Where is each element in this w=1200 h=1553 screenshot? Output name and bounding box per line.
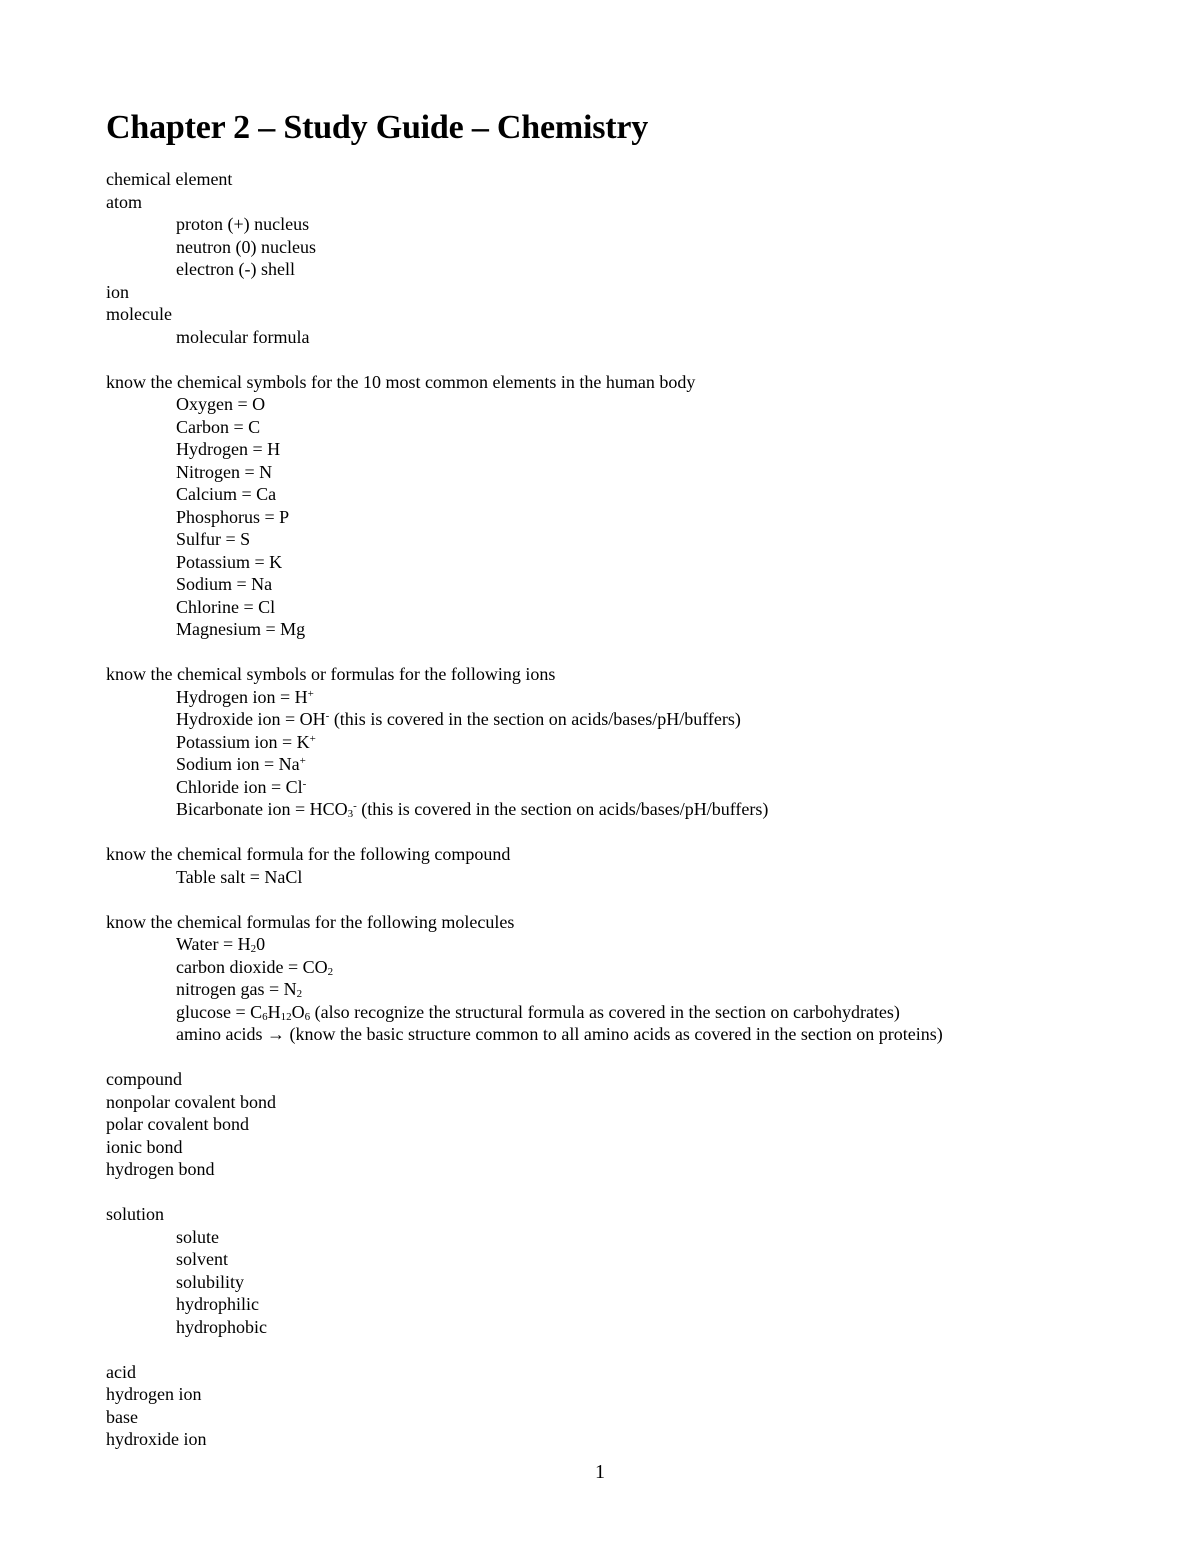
ion-sodium: Sodium ion = Na+ [176, 754, 306, 774]
element-item: Potassium = K [176, 551, 283, 572]
element-item: Hydrogen = H [176, 439, 281, 459]
term-molecular-formula: molecular formula [176, 326, 310, 347]
spacer [106, 1181, 1106, 1204]
spacer [106, 821, 1106, 844]
solution-item: solubility [176, 1271, 245, 1292]
term-compound: compound [106, 1069, 182, 1089]
study-guide-content [106, 168, 1106, 1451]
ion-hydrogen: Hydrogen ion = H+ [176, 686, 314, 707]
molecule-glucose: $glucose = C_6H_{12}O_6$ (also recognize the structural formula as covered in the section on carbohydrates) [176, 1001, 900, 1023]
term-proton: proton (+) nucleus [176, 214, 310, 234]
compound-table-salt: Table salt = NaCl [176, 866, 303, 887]
ion-bicarbonate: Bicarbonate ion = $HCO_3^-$ (this is covered in the section on acids/bases/pH/buffers) [176, 799, 769, 820]
term-chemical-element: chemical element [106, 169, 233, 189]
ion-hydroxide: Hydroxide ion = OH- (this is covered in the section on acids/bases/pH/buffers) [176, 709, 741, 729]
molecules-heading: know the chemical formulas for the following molecules [106, 911, 515, 932]
term-hydrogen-bond: hydrogen bond [106, 1159, 215, 1179]
element-item: Phosphorus = P [176, 506, 290, 527]
element-item: Calcium = Ca [176, 484, 277, 504]
solution-item: hydrophobic [176, 1316, 267, 1337]
element-item: Carbon = C [176, 416, 261, 437]
element-item: Sulfur = S [176, 529, 251, 549]
spacer [106, 1338, 1106, 1361]
page-title: Chapter 2 – Study Guide – Chemistry [106, 109, 649, 146]
term-polar-covalent-bond: polar covalent bond [106, 1114, 249, 1134]
term-base: base [106, 1406, 138, 1427]
element-item: Nitrogen = N [176, 461, 273, 482]
term-neutron: neutron (0) nucleus [176, 236, 316, 257]
term-nonpolar-covalent-bond: nonpolar covalent bond [106, 1091, 276, 1112]
term-acid: acid [106, 1361, 136, 1382]
spacer [106, 641, 1106, 664]
element-item: Sodium = Na [176, 574, 273, 594]
elements-heading: know the chemical symbols for the 10 most common elements in the human body [106, 371, 696, 392]
term-atom: atom [106, 191, 142, 212]
term-molecule: molecule [106, 304, 172, 324]
element-item: Magnesium = Mg [176, 619, 306, 639]
document-page [106, 108, 1106, 1451]
term-electron: electron (-) shell [176, 259, 295, 279]
molecule-carbon-dioxide: carbon dioxide = $CO_2$ [176, 956, 334, 978]
solution-item: hydrophilic [176, 1294, 259, 1314]
spacer [106, 348, 1106, 371]
molecule-amino-acids: amino acids → (know the basic structure common to all amino acids as covered in the section on proteins) [176, 1024, 943, 1044]
term-hydrogen-ion: hydrogen ion [106, 1384, 202, 1404]
spacer [106, 888, 1106, 911]
ion-chloride: Chloride ion = Cl- [176, 776, 307, 797]
element-item: Chlorine = Cl [176, 596, 276, 617]
solution-item: solute [176, 1226, 219, 1247]
molecule-nitrogen-gas: nitrogen gas = $N_2$ [176, 979, 303, 1000]
molecule-water: Water = $H_20$ [176, 934, 266, 955]
element-item: Oxygen = O [176, 394, 266, 414]
page-number: 1 [595, 1461, 605, 1483]
ion-potassium: Potassium ion = K+ [176, 731, 316, 752]
term-ionic-bond: ionic bond [106, 1136, 183, 1157]
compound-heading: know the chemical formula for the following compound [106, 844, 511, 864]
term-solution: solution [106, 1204, 165, 1224]
ions-heading: know the chemical symbols or formulas for the following ions [106, 664, 556, 684]
term-hydroxide-ion: hydroxide ion [106, 1429, 207, 1449]
term-ion: ion [106, 281, 130, 302]
spacer [106, 1046, 1106, 1069]
solution-item: solvent [176, 1249, 228, 1269]
